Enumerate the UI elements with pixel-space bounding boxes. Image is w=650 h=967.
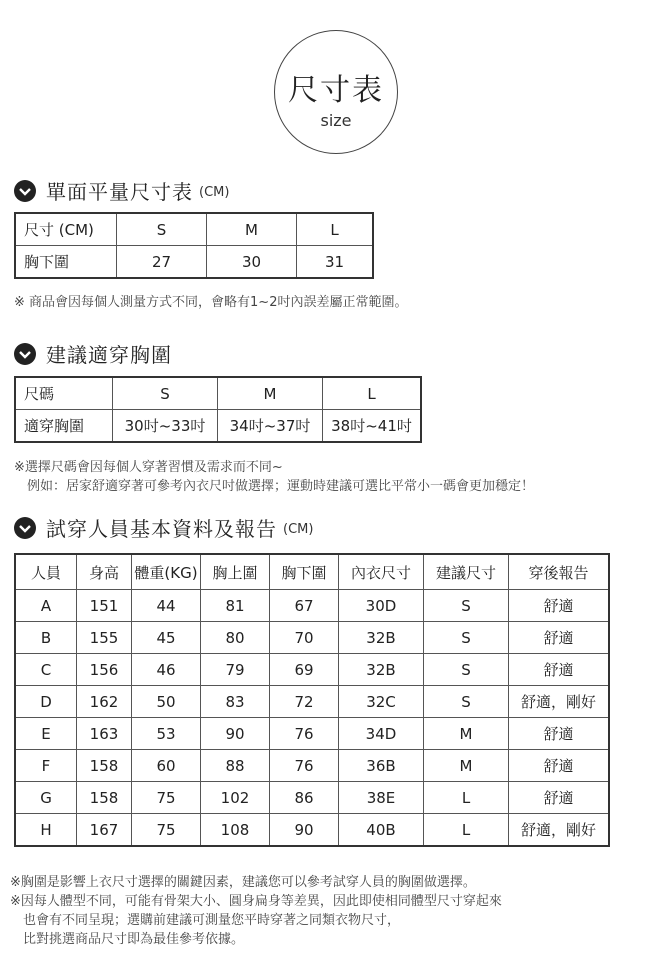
table-cell: 舒適，剛好 xyxy=(509,814,610,847)
section3-heading xyxy=(14,513,313,542)
table-cell: 67 xyxy=(270,590,339,622)
chevron-down-circle-icon xyxy=(14,343,36,365)
table-cell: S xyxy=(424,686,509,718)
table-row xyxy=(15,246,373,279)
table-cell: 32B xyxy=(339,622,424,654)
section2-note: ※選擇尺碼會因每個人穿著習慣及需求而不同~ 例如：居家舒適穿著可參考內衣尺吋做選擇；運動時建議可選比平常小一碼會更加穩定！ xyxy=(14,460,535,494)
table-cell: 156 xyxy=(77,654,132,686)
table-header-row xyxy=(15,377,421,410)
table-cell: 53 xyxy=(132,718,201,750)
table-row xyxy=(15,814,609,847)
table-row xyxy=(15,750,609,782)
table-cell: F xyxy=(15,750,77,782)
table-row xyxy=(15,622,609,654)
table-cell: M xyxy=(424,750,509,782)
section1-unit: (CM) xyxy=(199,185,230,200)
table-cell: 79 xyxy=(201,654,270,686)
table-cell: 38E xyxy=(339,782,424,814)
table-cell: 90 xyxy=(270,814,339,847)
table-cell: 舒適 xyxy=(509,590,610,622)
table-cell: 70 xyxy=(270,622,339,654)
table-header-cell: 胸下圍 xyxy=(270,554,339,590)
table-cell: H xyxy=(15,814,77,847)
table-cell: A xyxy=(15,590,77,622)
table-cell: 155 xyxy=(77,622,132,654)
table-cell: 80 xyxy=(201,622,270,654)
table-cell: 舒適 xyxy=(509,622,610,654)
table-row xyxy=(15,686,609,718)
chevron-down-circle-icon xyxy=(14,517,36,539)
table-header-cell: L xyxy=(323,377,422,410)
table-cell: 75 xyxy=(132,814,201,847)
table-cell: 90 xyxy=(201,718,270,750)
section1-note: ※ 商品會因每個人測量方式不同，會略有1~2吋內誤差屬正常範圍。 xyxy=(14,295,408,310)
table-cell: 32C xyxy=(339,686,424,718)
table-header-cell: 建議尺寸 xyxy=(424,554,509,590)
table-cell: 34D xyxy=(339,718,424,750)
table-cell: 舒適，剛好 xyxy=(509,686,610,718)
table-row xyxy=(15,782,609,814)
table-cell: G xyxy=(15,782,77,814)
table-cell: 102 xyxy=(201,782,270,814)
section1-heading xyxy=(14,176,229,205)
page-title: 尺寸表 xyxy=(288,73,384,108)
table-cell: 30吋~33吋 xyxy=(113,410,218,443)
table-cell: 108 xyxy=(201,814,270,847)
table-cell: 162 xyxy=(77,686,132,718)
table-header-row xyxy=(15,554,609,590)
section2-heading xyxy=(14,339,172,368)
table-cell: C xyxy=(15,654,77,686)
table-header-row xyxy=(15,213,373,246)
table-header-cell: M xyxy=(207,213,297,246)
section1-title: 單面平量尺寸表 xyxy=(46,180,193,204)
table-header-cell: S xyxy=(113,377,218,410)
table-header-cell: 胸上圍 xyxy=(201,554,270,590)
table-cell: 40B xyxy=(339,814,424,847)
table-cell: 38吋~41吋 xyxy=(323,410,422,443)
table-cell: 88 xyxy=(201,750,270,782)
table-cell: S xyxy=(424,622,509,654)
table-cell: 舒適 xyxy=(509,782,610,814)
table-cell: S xyxy=(424,590,509,622)
table-cell: 50 xyxy=(132,686,201,718)
table-header-cell: S xyxy=(117,213,207,246)
tester-table xyxy=(14,553,610,847)
table-cell: 27 xyxy=(117,246,207,279)
table-cell: 60 xyxy=(132,750,201,782)
section3-unit: (CM) xyxy=(283,522,314,537)
table-header-cell: 體重(KG) xyxy=(132,554,201,590)
table-header-cell: 尺寸 (CM) xyxy=(15,213,117,246)
title-badge xyxy=(274,30,398,154)
table-row xyxy=(15,654,609,686)
table-cell: 167 xyxy=(77,814,132,847)
section3-title: 試穿人員基本資料及報告 xyxy=(46,517,277,541)
table-cell: 胸下圍 xyxy=(15,246,117,279)
table-cell: 72 xyxy=(270,686,339,718)
table-cell: 36B xyxy=(339,750,424,782)
table-cell: 44 xyxy=(132,590,201,622)
table-row xyxy=(15,590,609,622)
table-cell: 45 xyxy=(132,622,201,654)
table-cell: 30 xyxy=(207,246,297,279)
table-header-cell: 身高 xyxy=(77,554,132,590)
table-cell: 75 xyxy=(132,782,201,814)
table-header-cell: 內衣尺寸 xyxy=(339,554,424,590)
section2-title: 建議適穿胸圍 xyxy=(46,343,172,367)
table-cell: 158 xyxy=(77,750,132,782)
page-subtitle: size xyxy=(320,111,352,130)
table-header-cell: L xyxy=(297,213,374,246)
table-row xyxy=(15,410,421,443)
table-cell: 舒適 xyxy=(509,654,610,686)
recommended-bust-table xyxy=(14,376,422,443)
table-cell: 151 xyxy=(77,590,132,622)
table-header-cell: 穿後報告 xyxy=(509,554,610,590)
table-cell: 舒適 xyxy=(509,750,610,782)
table-cell: L xyxy=(424,814,509,847)
table-cell: 76 xyxy=(270,718,339,750)
table-header-cell: M xyxy=(218,377,323,410)
table-cell: M xyxy=(424,718,509,750)
table-cell: 34吋~37吋 xyxy=(218,410,323,443)
table-cell: S xyxy=(424,654,509,686)
table-cell: 適穿胸圍 xyxy=(15,410,113,443)
table-cell: 86 xyxy=(270,782,339,814)
table-cell: 69 xyxy=(270,654,339,686)
table-cell: B xyxy=(15,622,77,654)
table-cell: 163 xyxy=(77,718,132,750)
table-cell: 舒適 xyxy=(509,718,610,750)
table-cell: 46 xyxy=(132,654,201,686)
table-cell: 76 xyxy=(270,750,339,782)
table-cell: 158 xyxy=(77,782,132,814)
table-cell: 32B xyxy=(339,654,424,686)
table-header-cell: 人員 xyxy=(15,554,77,590)
table-cell: 83 xyxy=(201,686,270,718)
table-row xyxy=(15,718,609,750)
table-cell: E xyxy=(15,718,77,750)
table-cell: 81 xyxy=(201,590,270,622)
flat-size-table xyxy=(14,212,374,279)
table-cell: L xyxy=(424,782,509,814)
table-cell: 31 xyxy=(297,246,374,279)
table-cell: 30D xyxy=(339,590,424,622)
table-cell: D xyxy=(15,686,77,718)
section3-note: ※胸圍是影響上衣尺寸選擇的關鍵因素，建議您可以參考試穿人員的胸圍做選擇。 ※因每人體型不同，可能有骨架大小、圓身扁身等差異，因此即使相同體型尺寸穿起來 也會有不同呈現；選購前建議可測量您平時穿著之同類衣物尺寸， 比對挑選商品尺寸即為最佳參考依據。 xyxy=(10,875,502,947)
chevron-down-circle-icon xyxy=(14,180,36,202)
table-header-cell: 尺碼 xyxy=(15,377,113,410)
